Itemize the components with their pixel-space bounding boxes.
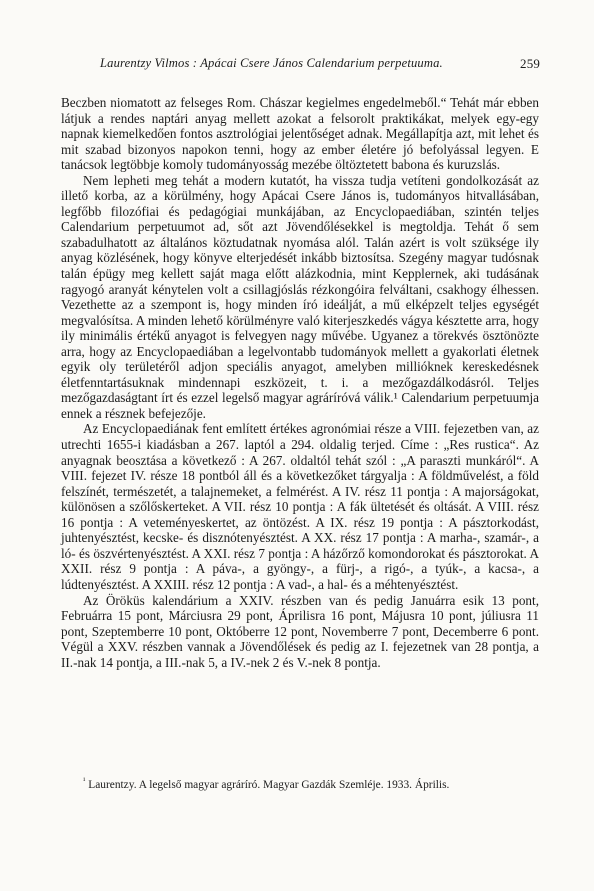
paragraph: Az Encyclopaediának fent említett értékes agronómiai része a VIII. fejezetben van, az utrechti 1655-i kiadásban a 267. laptól a 294. oldalig terjed. Címe : „Res rustica“. Az anyagnak beosztása a következő : A 267. oldaltól tehát szól : „A paraszti munkáról“. A VIII. fejezet IV. része 18 pontból áll és a következőket tárgyalja : A földművelést, a föld felszínét, természetét, a talajnemeket, a felmérést. A IV. rész 11 pontja : A majorságokat, különösen a szőlőskerteket. A VII. rész 10 pontja : A fák ültetését és oltását. A VIII. rész 16 pontja : A veteményeskertet, az öntözést. A IX. rész 19 pontja : A pásztorkodást, juhtenyésztést, kecske- és disznótenyésztést. A XX. rész 17 pontja : A marha-, szamár-, a ló- és öszvértenyésztést. A XXI. rész 7 pontja : A házőrző komondorokat és pásztorokat. A XXII. rész 9 pontja : A páva-, a gyöngy-, a fürj-, a rigó-, a tyúk-, a kacsa-, a lúdtenyésztést. A XXIII. rész 12 pontja : A vad-, a hal- és a méhtenyésztést. xyxy=(61,421,539,592)
body-text xyxy=(61,95,539,670)
paragraph: Beczben niomatott az felseges Rom. Chászar kegielmes engedelmeből.“ Tehát már ebben látjuk a rendes naptári anyag mellett azokat a felsorolt praktikákat, melyek egy-egy napnak kiemelkedően fontos asztrológiai jelentőséget adnak. Megállapítja azt, mit lehet és mit szabad bizonyos napokon tenni, hogy az ember életére jó befolyással legyen. E tanácsok legtöbbje komoly tudományosság mezébe öltöztetett babona és kuruzslás. xyxy=(61,95,539,173)
page-number: 259 xyxy=(520,56,540,71)
footnote-marker: ¹ xyxy=(83,776,86,785)
running-head xyxy=(100,56,540,74)
paragraph: Az Öröküs kalendárium a XXIV. részben van és pedig Januárra esik 13 pont, Februárra 15 pont, Márciusra 29 pont, Áprilisra 16 pont, Májusra 10 pont, júliusra 11 pont, Szeptemberre 10 pont, Októberre 12 pont, Novemberre 7 pont, Decemberre 6 pont. Végül a XXV. részben vannak a Jövendőlések és pedig az I. fejezetnek van 28 pontja, a II.-nak 14 pontja, a III.-nak 5, a IV.-nek 2 és V.-nek 8 pontja. xyxy=(61,592,539,670)
paragraph: Nem lepheti meg tehát a modern kutatót, ha vissza tudja vetíteni gondolkozását az illető korba, az a körülmény, hogy Apácai Csere János is, tudományos hitvallásában, legfőbb filozófiai és pedagógiai munkájában, az Encyclopaediában, szintén teljes Calendarium perpetuumot ad, sőt azt Jövendőlésekkel is megtoldja. Tehát ő sem szabadulhatott az általános köztudatnak nyomása alól. Talán azért is volt szüksége ily anyag közlésének, hogy könyve elterjedését inkább biztosítsa. Szegény magyar tudósnak talán épügy meg kellett saját maga előtt alázkodnia, mint Kepplernek, aki tudásának ragyogó aranyát kénytelen volt a csillagjóslás rézkongóira felváltani, csakhogy élhessen. Vezethette az a szempont is, hogy minden író ideálját, a mű elképzelt teljes egységét megvalósítsa. A minden lehető körülményre való kiterjeszkedés vágya késztette arra, hogy ily minimális értékű anyagot is felvegyen nagy művébe. Ugyanez a törekvés ösztönözte arra, hogy az Encyclopaediában a legelvontabb tudományok mellett a gyakorlati életnek egyik oly területéről adjon speciális anyagot, amelyben millióknek kereskedésnek életfenntartásuknak mindennapi eszközeit, t. i. a mezőgazdálkodásról. Teljes mezőgazdaságtant írt és ezzel legelső magyar agráríróvá válik.¹ Calendarium perpetuumja ennek a résznek befejezője. xyxy=(61,172,539,421)
footnote xyxy=(61,778,539,794)
footnote-text: Laurentzy. A legelső magyar agráríró. Magyar Gazdák Szemléje. 1933. Április. xyxy=(88,779,450,791)
running-head-title: Laurentzy Vilmos : Apácai Csere János Calendarium perpetuuma. xyxy=(100,56,443,70)
